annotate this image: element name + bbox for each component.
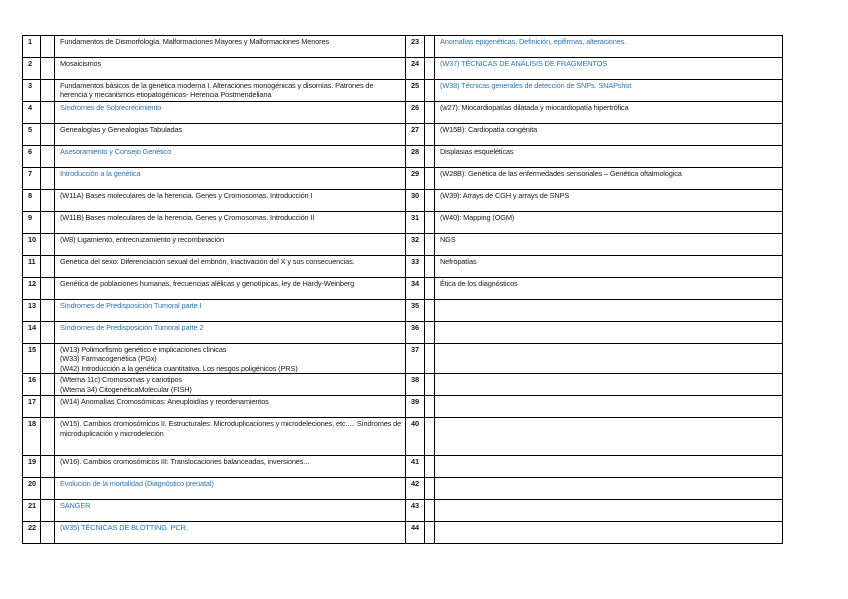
table-row (23, 278, 783, 300)
topic-title-left: Asesoramiento y Consejo Genético (55, 146, 406, 168)
row-number-right: 34 (406, 278, 425, 300)
topic-title-right (435, 478, 783, 500)
spacer-cell (425, 344, 435, 374)
topic-title-left: (W15). Cambios cromosómicos II. Estructurales: Microduplicaciones y microdeleciones, etc..... Síndromes de microduplicación y microdeleción (55, 418, 406, 456)
row-number-right: 40 (406, 418, 425, 456)
table-row (23, 212, 783, 234)
spacer-cell (425, 300, 435, 322)
row-number-right: 29 (406, 168, 425, 190)
row-number-left: 22 (23, 522, 41, 544)
row-number-right: 24 (406, 58, 425, 80)
row-number-right: 44 (406, 522, 425, 544)
topic-title-left: Genética de poblaciones humanas, frecuencias alélicas y genotípicas, ley de Hardy-Weinberg (55, 278, 406, 300)
topic-title-left: (W11B) Bases moleculares de la herencia. Genes y Cromosomas. Introducción II (55, 212, 406, 234)
spacer-cell (425, 80, 435, 102)
topic-title-right: Ética de los diagnósticos (435, 278, 783, 300)
table-row (23, 234, 783, 256)
topic-title-left: Introducción a la genética (55, 168, 406, 190)
topic-title-right (435, 418, 783, 456)
row-number-right: 36 (406, 322, 425, 344)
spacer-cell (425, 212, 435, 234)
spacer-cell (41, 102, 55, 124)
table-row (23, 456, 783, 478)
topic-title-right: Anomalías epigenéticas. Definición, epifirmas, alteraciones. (435, 36, 783, 58)
spacer-cell (425, 36, 435, 58)
row-number-right: 27 (406, 124, 425, 146)
spacer-cell (41, 256, 55, 278)
row-number-right: 26 (406, 102, 425, 124)
spacer-cell (41, 36, 55, 58)
table-row (23, 478, 783, 500)
topic-title-left: (Wtema 11c) Cromosomas y cariotipos (Wtema 34) CitogenéticaMolecular (FISH) (55, 374, 406, 396)
table-row (23, 58, 783, 80)
spacer-cell (425, 256, 435, 278)
spacer-cell (41, 80, 55, 102)
topic-title-left: SANGER (55, 500, 406, 522)
spacer-cell (41, 374, 55, 396)
row-number-right: 37 (406, 344, 425, 374)
topics-table-body (23, 36, 783, 544)
spacer-cell (425, 102, 435, 124)
row-number-left: 8 (23, 190, 41, 212)
topic-title-left: (W14) Anomalías Cromosómicas: Aneuploidías y reordenamientos (55, 396, 406, 418)
topic-title-right (435, 396, 783, 418)
spacer-cell (425, 168, 435, 190)
row-number-left: 17 (23, 396, 41, 418)
row-number-left: 1 (23, 36, 41, 58)
row-number-left: 7 (23, 168, 41, 190)
row-number-left: 18 (23, 418, 41, 456)
row-number-right: 41 (406, 456, 425, 478)
table-row (23, 36, 783, 58)
spacer-cell (41, 212, 55, 234)
spacer-cell (41, 300, 55, 322)
spacer-cell (41, 396, 55, 418)
row-number-left: 6 (23, 146, 41, 168)
topic-title-left: (W11A) Bases moleculares de la herencia. Genes y Cromosomas. Introducción I (55, 190, 406, 212)
topic-title-right: Nefropatías (435, 256, 783, 278)
spacer-cell (41, 168, 55, 190)
topic-title-right (435, 344, 783, 374)
table-row (23, 500, 783, 522)
spacer-cell (41, 58, 55, 80)
row-number-right: 35 (406, 300, 425, 322)
row-number-left: 3 (23, 80, 41, 102)
table-row (23, 396, 783, 418)
topic-title-right: (W38) Técnicas generales de detección de SNPs. SNAPshot (435, 80, 783, 102)
table-row (23, 418, 783, 456)
table-row (23, 190, 783, 212)
spacer-cell (41, 522, 55, 544)
spacer-cell (41, 344, 55, 374)
table-row (23, 344, 783, 374)
row-number-right: 25 (406, 80, 425, 102)
row-number-right: 31 (406, 212, 425, 234)
topic-title-left: Síndromes de Predisposición Tumoral parte I (55, 300, 406, 322)
topic-title-left: Genética del sexo: Diferenciación sexual del embrión, Inactivación del X y sus consecuencias. (55, 256, 406, 278)
row-number-left: 13 (23, 300, 41, 322)
spacer-cell (425, 146, 435, 168)
row-number-left: 2 (23, 58, 41, 80)
row-number-left: 11 (23, 256, 41, 278)
row-number-left: 10 (23, 234, 41, 256)
row-number-right: 33 (406, 256, 425, 278)
topic-title-right (435, 456, 783, 478)
spacer-cell (425, 322, 435, 344)
topic-title-left: (W13) Polimorfismo genético e implicaciones clínicas (W33) Farmacogenética (PGx) (W42) Introducción a la genética cuantitativa. Los riesgos poligénicos (PRS) (55, 344, 406, 374)
topic-title-right (435, 522, 783, 544)
spacer-cell (41, 234, 55, 256)
spacer-cell (41, 478, 55, 500)
row-number-left: 9 (23, 212, 41, 234)
row-number-left: 21 (23, 500, 41, 522)
spacer-cell (425, 374, 435, 396)
table-row (23, 146, 783, 168)
table-row (23, 256, 783, 278)
topic-title-right (435, 300, 783, 322)
spacer-cell (41, 190, 55, 212)
row-number-right: 38 (406, 374, 425, 396)
row-number-right: 39 (406, 396, 425, 418)
row-number-left: 15 (23, 344, 41, 374)
table-row (23, 322, 783, 344)
spacer-cell (41, 456, 55, 478)
spacer-cell (425, 124, 435, 146)
row-number-right: 30 (406, 190, 425, 212)
table-row (23, 124, 783, 146)
topic-title-right: (W28B): Genética de las enfermedades sensoriales – Genética oftalmológica (435, 168, 783, 190)
table-row (23, 80, 783, 102)
spacer-cell (41, 322, 55, 344)
table-row (23, 300, 783, 322)
row-number-left: 4 (23, 102, 41, 124)
table-row (23, 168, 783, 190)
spacer-cell (425, 478, 435, 500)
topic-title-right: (w27): Miocardiopatías dilatada y miocardiopatía hipertrófica (435, 102, 783, 124)
topic-title-right (435, 374, 783, 396)
spacer-cell (425, 418, 435, 456)
row-number-left: 20 (23, 478, 41, 500)
topic-title-right: (W15B): Cardiopatía congénita (435, 124, 783, 146)
spacer-cell (41, 146, 55, 168)
row-number-left: 14 (23, 322, 41, 344)
spacer-cell (425, 500, 435, 522)
topic-title-left: Evolución de la mortalidad (Diagnóstico prenatal) (55, 478, 406, 500)
topic-title-right (435, 500, 783, 522)
topic-title-right: (W40): Mapping (OGM) (435, 212, 783, 234)
spacer-cell (425, 234, 435, 256)
spacer-cell (41, 124, 55, 146)
topic-title-left: Síndromes de Sobrecrecimiento (55, 102, 406, 124)
topic-title-left: Fundamentos básicos de la genética moderna I. Alteraciones monogénicas y disomías. Patrones de herencia y mecanismos etiopatogénicos- Herencia Postmendeliana (55, 80, 406, 102)
row-number-right: 43 (406, 500, 425, 522)
topic-title-right: NGS (435, 234, 783, 256)
topic-title-right (435, 322, 783, 344)
topic-title-left: (W35) TÉCNICAS DE BLOTTING. PCR. (55, 522, 406, 544)
row-number-right: 28 (406, 146, 425, 168)
row-number-left: 12 (23, 278, 41, 300)
spacer-cell (425, 278, 435, 300)
topic-title-right: Displasias esqueléticas (435, 146, 783, 168)
spacer-cell (425, 396, 435, 418)
spacer-cell (41, 278, 55, 300)
row-number-right: 42 (406, 478, 425, 500)
spacer-cell (425, 456, 435, 478)
row-number-left: 16 (23, 374, 41, 396)
topic-title-left: (W16). Cambios cromosómicos III: Translocaciones balanceadas, inversiones... (55, 456, 406, 478)
row-number-right: 23 (406, 36, 425, 58)
topic-title-left: Fundamentos de Dismorfología. Malformaciones Mayores y Malformaciones Menores (55, 36, 406, 58)
topic-title-right: (W37) TÉCNICAS DE ANÁLISIS DE FRAGMENTOS (435, 58, 783, 80)
topic-title-right: (W39): Arrays de CGH y arrays de SNPS (435, 190, 783, 212)
spacer-cell (425, 190, 435, 212)
topics-table (22, 35, 783, 544)
spacer-cell (41, 500, 55, 522)
table-row (23, 374, 783, 396)
spacer-cell (425, 522, 435, 544)
topic-title-left: (W8) Ligamiento, entrecruzamiento y recombinación (55, 234, 406, 256)
spacer-cell (41, 418, 55, 456)
topic-title-left: Mosaicismos (55, 58, 406, 80)
row-number-left: 19 (23, 456, 41, 478)
row-number-right: 32 (406, 234, 425, 256)
table-row (23, 522, 783, 544)
topic-title-left: Síndromes de Predisposición Tumoral parte 2 (55, 322, 406, 344)
spacer-cell (425, 58, 435, 80)
topic-title-left: Genealogías y Genealogías Tabuladas (55, 124, 406, 146)
row-number-left: 5 (23, 124, 41, 146)
table-row (23, 102, 783, 124)
